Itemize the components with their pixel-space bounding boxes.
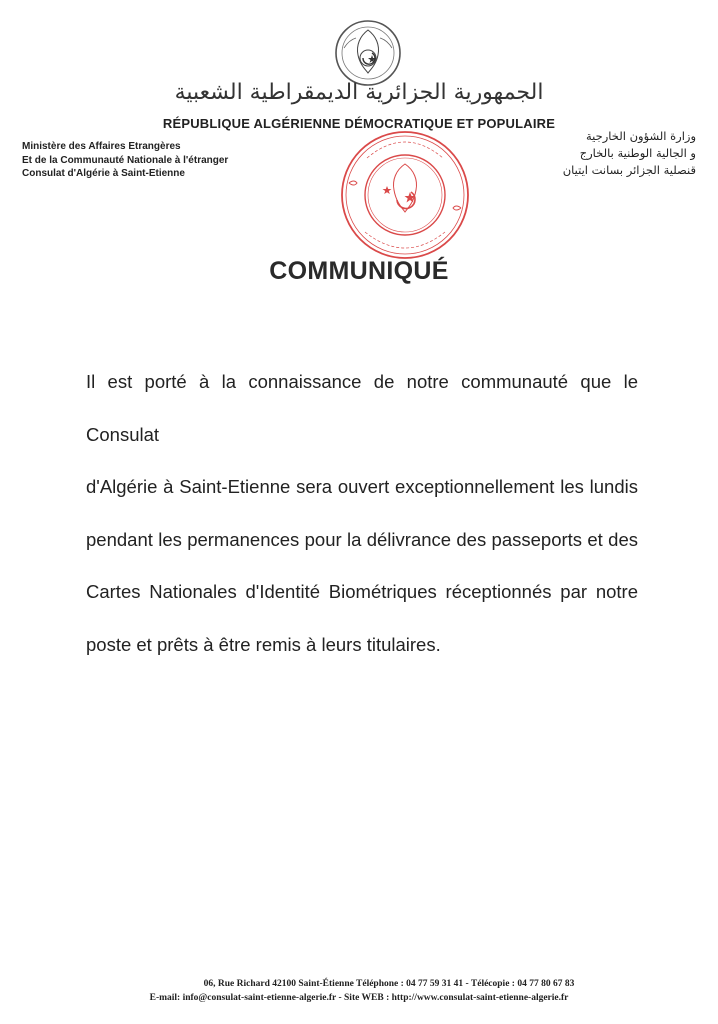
communique-body — [86, 356, 638, 671]
ministry-line: Ministère des Affaires Etrangères — [22, 141, 181, 152]
footer-address-phone: 06, Rue Richard 42100 Saint-Étienne Téléphone : 04 77 59 31 41 - Télécopie : 04 77 80 67 83 — [203, 979, 575, 989]
body-line: poste et prêts à être remis à leurs titulaires. — [86, 633, 441, 655]
footer-email-web: E-mail: info@consulat-saint-etienne-algerie.fr - Site WEB : http://www.consulat-saint-etienne-algerie.fr — [149, 993, 569, 1003]
community-line-ar: و الجالية الوطنية بالخارج — [579, 146, 696, 160]
community-line: Et de la Communauté Nationale à l'étranger — [22, 154, 229, 166]
consulate-stamp — [337, 128, 473, 262]
ministry-header-ar — [563, 128, 696, 179]
ministry-line-ar: وزارة الشؤون الخارجية — [585, 129, 696, 143]
national-emblem — [329, 18, 407, 88]
body-line: d'Algérie à Saint-Etienne sera ouvert exceptionnellement les lundis — [86, 476, 638, 497]
ministry-header-fr — [22, 140, 228, 181]
consulate-line: Consulat d'Algérie à Saint-Etienne — [22, 168, 185, 179]
body-line: pendant les permanences pour la délivrance des passeports et des — [86, 528, 638, 550]
body-line: Cartes Nationales d'Identité Biométriques réceptionnés par notre — [86, 581, 638, 602]
consulate-line-ar: قنصلية الجزائر بسانت ايتيان — [562, 163, 696, 177]
footer-contact — [0, 977, 718, 1005]
communique-title: COMMUNIQUÉ — [269, 257, 449, 285]
arabic-republic-title: الجمهورية الجزائرية الديمقراطية الشعبية — [174, 80, 544, 105]
french-republic-title: RÉPUBLIQUE ALGÉRIENNE DÉMOCRATIQUE ET POPULAIRE — [162, 116, 556, 131]
body-line: Il est porté à la connaissance de notre communauté que le Consulat — [86, 371, 638, 445]
